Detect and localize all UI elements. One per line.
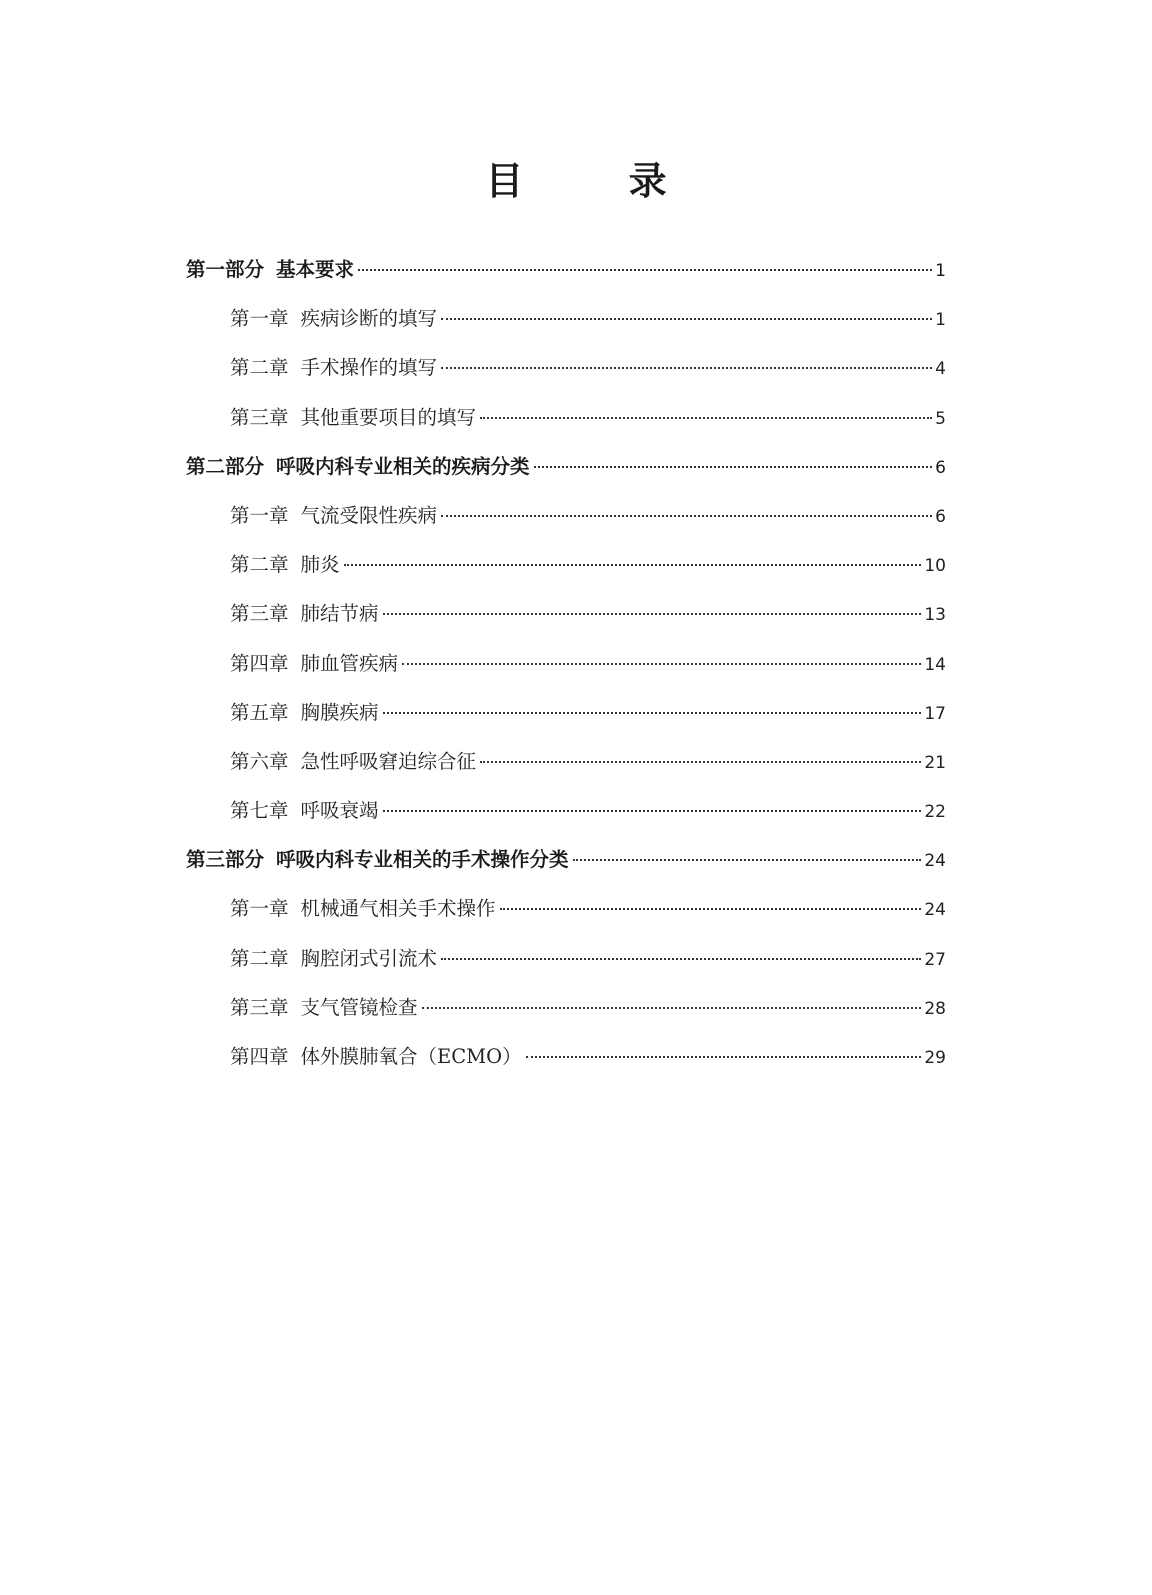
toc-entry-label: [186, 840, 569, 880]
toc-page-number: 27: [924, 949, 946, 970]
toc-entry-number: 第四章: [230, 651, 289, 675]
toc-chapter-entry[interactable]: [186, 594, 946, 643]
page-title: 目 录: [485, 159, 713, 203]
toc-entry-text: 支气管镜检查: [300, 995, 418, 1019]
toc-part-entry[interactable]: [186, 840, 946, 889]
toc-dot-leader: [383, 810, 922, 812]
toc-entry-number: 第一部分: [186, 258, 265, 281]
toc-entry-label: [230, 398, 476, 438]
toc-entry-label: [230, 988, 418, 1028]
toc-dot-leader: [383, 712, 922, 714]
toc-entry-label: [230, 693, 379, 733]
toc-chapter-entry[interactable]: [186, 348, 946, 397]
toc-entry-text: 呼吸衰竭: [300, 799, 379, 823]
toc-page-number: 17: [924, 703, 946, 724]
toc-dot-leader: [534, 466, 933, 468]
toc-entry-number: 第三章: [230, 602, 289, 626]
toc-entry-text: 呼吸内科专业相关的手术操作分类: [276, 848, 569, 872]
toc-part-entry[interactable]: [186, 250, 946, 299]
toc-chapter-entry[interactable]: [186, 644, 946, 693]
toc-page-number: 1: [935, 261, 946, 281]
toc-page-number: 13: [924, 605, 946, 626]
toc-entry-text: 疾病诊断的填写: [300, 307, 438, 331]
toc-dot-leader: [441, 367, 932, 369]
table-of-contents: [186, 250, 946, 1086]
toc-entry-label: [230, 644, 398, 684]
toc-entry-number: 第三章: [230, 405, 289, 429]
toc-entry-text: 胸膜疾病: [300, 700, 379, 724]
toc-page-number: 28: [924, 998, 946, 1019]
toc-entry-number: 第二部分: [186, 454, 265, 478]
toc-page-number: 1: [935, 310, 946, 331]
toc-dot-leader: [526, 1056, 922, 1058]
toc-chapter-entry[interactable]: [186, 889, 946, 938]
toc-entry-number: 第一章: [230, 897, 289, 921]
toc-dot-leader: [480, 761, 921, 763]
toc-chapter-entry[interactable]: [186, 496, 946, 545]
toc-entry-text: 手术操作的填写: [300, 356, 438, 380]
toc-dot-leader: [383, 613, 922, 615]
toc-page-number: 24: [924, 900, 946, 921]
toc-page-number: 4: [935, 359, 946, 380]
toc-chapter-entry[interactable]: [186, 742, 946, 791]
toc-entry-number: 第三部分: [186, 848, 265, 872]
toc-entry-label: [230, 889, 496, 929]
toc-entry-label: [230, 496, 437, 536]
toc-chapter-entry[interactable]: [186, 791, 946, 840]
toc-entry-text: 急性呼吸窘迫综合征: [300, 749, 477, 773]
toc-entry-label: [230, 299, 437, 339]
toc-entry-number: 第一章: [230, 307, 289, 331]
toc-page-number: 14: [924, 654, 946, 675]
toc-part-entry[interactable]: [186, 447, 946, 496]
toc-entry-text: 胸腔闭式引流术: [300, 946, 438, 970]
toc-entry-text: 呼吸内科专业相关的疾病分类: [276, 454, 530, 478]
toc-dot-leader: [441, 515, 932, 517]
toc-dot-leader: [422, 1007, 922, 1009]
toc-page-number: 6: [935, 457, 946, 478]
toc-entry-number: 第四章: [230, 1045, 289, 1068]
toc-page-number: 5: [935, 408, 946, 429]
toc-entry-number: 第五章: [230, 700, 289, 724]
toc-entry-label: [230, 594, 379, 634]
toc-chapter-entry[interactable]: [186, 545, 946, 594]
toc-entry-text: 肺炎: [300, 553, 340, 577]
toc-chapter-entry[interactable]: [186, 693, 946, 742]
toc-page-number: 21: [924, 752, 946, 773]
toc-entry-text: 其他重要项目的填写: [300, 405, 477, 429]
toc-page-number: 29: [924, 1048, 946, 1068]
toc-entry-text: 基本要求: [276, 258, 355, 281]
toc-entry-label: [230, 348, 437, 388]
toc-chapter-entry[interactable]: [186, 939, 946, 988]
toc-dot-leader: [358, 269, 932, 271]
toc-dot-leader: [480, 417, 932, 419]
toc-entry-label: [230, 545, 340, 585]
toc-chapter-entry[interactable]: [186, 1037, 946, 1086]
toc-entry-label: [230, 1037, 522, 1077]
toc-dot-leader: [573, 859, 922, 861]
toc-entry-text: 肺血管疾病: [300, 651, 399, 675]
toc-chapter-entry[interactable]: [186, 988, 946, 1037]
toc-entry-label: [186, 447, 530, 487]
toc-page-number: 22: [924, 802, 946, 823]
toc-chapter-entry[interactable]: [186, 398, 946, 447]
toc-entry-number: 第三章: [230, 995, 289, 1019]
toc-dot-leader: [441, 318, 932, 320]
toc-entry-number: 第七章: [230, 799, 289, 823]
toc-entry-number: 第二章: [230, 356, 289, 380]
toc-dot-leader: [441, 958, 921, 960]
toc-entry-text: 气流受限性疾病: [300, 503, 438, 527]
toc-entry-label: [186, 250, 354, 290]
toc-dot-leader: [500, 908, 922, 910]
toc-dot-leader: [402, 663, 921, 665]
toc-entry-number: 第二章: [230, 946, 289, 970]
toc-entry-number: 第二章: [230, 553, 289, 577]
toc-chapter-entry[interactable]: [186, 299, 946, 348]
toc-entry-label: [230, 742, 476, 782]
toc-page-number: 10: [924, 556, 946, 577]
toc-entry-label: [230, 939, 437, 979]
toc-page-number: 24: [924, 851, 946, 872]
toc-entry-number: 第六章: [230, 749, 289, 773]
toc-entry-number: 第一章: [230, 503, 289, 527]
toc-entry-text: 机械通气相关手术操作: [300, 897, 496, 921]
toc-entry-text: 肺结节病: [300, 602, 379, 626]
toc-entry-label: [230, 791, 379, 831]
toc-page-number: 6: [935, 506, 946, 527]
toc-entry-text: 体外膜肺氧合（ECMO）: [300, 1045, 522, 1068]
toc-dot-leader: [344, 564, 922, 566]
